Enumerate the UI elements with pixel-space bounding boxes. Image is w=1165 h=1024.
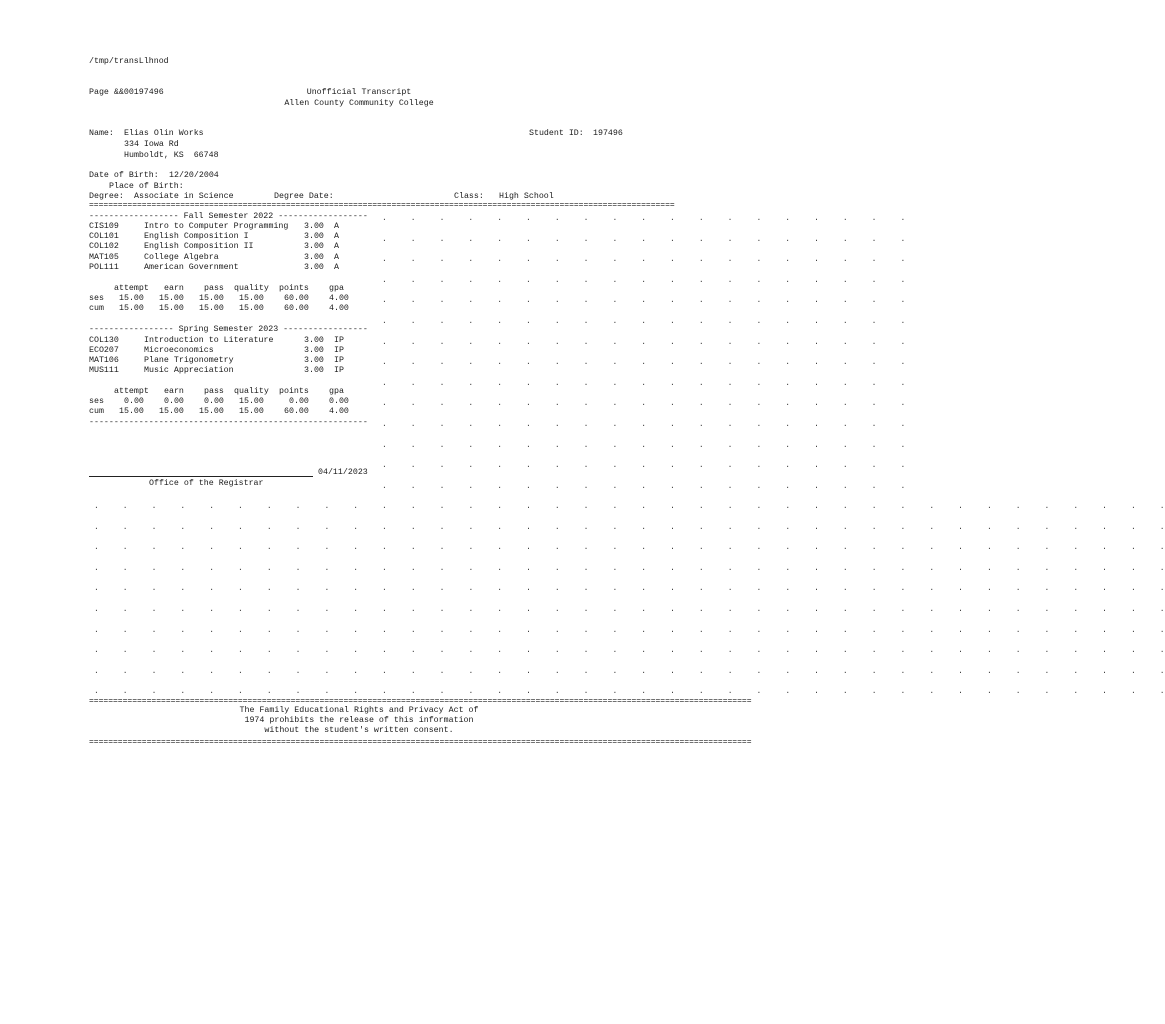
term-heading-fall: ------------------ Fall Semester 2022 ------------------	[89, 212, 368, 221]
student-id: 197496	[593, 129, 623, 138]
cum-attempt: 15.00	[119, 407, 144, 416]
dot-leader-row: . . . . . . . . . . . . . . . . . . . . . . . . . . . . . . . . . . . . . .	[94, 625, 1165, 635]
file-path: /tmp/transLlhnod	[89, 57, 169, 66]
course-code: MUS111	[89, 366, 119, 375]
ferpa-line-2: 1974 prohibits the release of this information	[244, 716, 474, 725]
cum-quality: 15.00	[239, 304, 264, 313]
signature-line	[89, 476, 313, 477]
stat-header-points: points	[279, 387, 309, 396]
dot-leader-row: . . . . . . . . . . . . . . . . . . .	[382, 255, 906, 265]
dot-leader-row: . . . . . . . . . . . . . . . . . . . . . . . . . . . . . . . . . . . . . .	[94, 502, 1165, 511]
course-code: CIS109	[89, 222, 119, 231]
course-grade: A	[334, 242, 339, 251]
cum-points: 60.00	[284, 304, 309, 313]
course-grade: A	[334, 222, 339, 231]
course-credits: 3.00	[304, 366, 324, 375]
course-title: Intro to Computer Programming	[144, 222, 289, 231]
course-code: COL101	[89, 232, 119, 241]
cum-pass: 15.00	[199, 407, 224, 416]
dot-leader-row: . . . . . . . . . . . . . . . . . . . . . . . . . . . . . . . . . . . . . .	[94, 605, 1165, 614]
ses-attempt: 15.00	[119, 294, 144, 303]
stat-header-gpa: gpa	[329, 284, 344, 293]
pob-label: Place of Birth:	[109, 182, 184, 191]
cum-gpa: 4.00	[329, 304, 349, 313]
course-title: English Composition I	[144, 232, 249, 241]
course-title: English Composition II	[144, 242, 254, 251]
ses-quality: 15.00	[239, 397, 264, 406]
ses-pass: 15.00	[199, 294, 224, 303]
stat-header-quality: quality	[234, 387, 269, 396]
ses-earn: 15.00	[159, 294, 184, 303]
course-code: ECO207	[89, 346, 119, 355]
class-value: High School	[499, 192, 554, 201]
stat-header-points: points	[279, 284, 309, 293]
cum-quality: 15.00	[239, 407, 264, 416]
dot-leader-row: . . . . . . . . . . . . . . . . . . . . . . . . . . . . . . . . . . . . . .	[94, 563, 1165, 573]
cum-pass: 15.00	[199, 304, 224, 313]
name-label: Name:	[89, 129, 114, 138]
dot-leader-row: . . . . . . . . . . . . . . . . . . .	[382, 358, 906, 368]
course-grade: IP	[334, 366, 344, 375]
course-title: College Algebra	[144, 253, 219, 262]
course-title: American Government	[144, 263, 239, 272]
dot-leader-row: . . . . . . . . . . . . . . . . . . .	[382, 399, 906, 409]
ses-pass: 0.00	[204, 397, 224, 406]
course-code: POL111	[89, 263, 119, 272]
ses-quality: 15.00	[239, 294, 264, 303]
course-credits: 3.00	[304, 336, 324, 345]
term-heading-spring: ----------------- Spring Semester 2023 -----------------	[89, 325, 368, 334]
ses-attempt: 0.00	[124, 397, 144, 406]
dot-leader-row: . . . . . . . . . . . . . . . . . . . . . . . . . . . . . . . . . . . . . .	[94, 584, 1165, 594]
course-code: MAT106	[89, 356, 119, 365]
stat-header-attempt: attempt	[114, 284, 149, 293]
ses-points: 60.00	[284, 294, 309, 303]
ferpa-line-1: The Family Educational Rights and Privacy Act of	[239, 706, 479, 715]
student-id-label: Student ID:	[529, 129, 584, 138]
dot-leader-row: . . . . . . . . . . . . . . . . . . .	[382, 214, 906, 223]
course-credits: 3.00	[304, 263, 324, 272]
course-grade: IP	[334, 336, 344, 345]
course-code: COL130	[89, 336, 119, 345]
college-name: Allen County Community College	[284, 99, 434, 108]
ses-points: 0.00	[289, 397, 309, 406]
double-rule-top: ==========================================================================================================================	[89, 201, 675, 210]
cum-earn: 15.00	[159, 407, 184, 416]
course-credits: 3.00	[304, 356, 324, 365]
dot-leader-row: . . . . . . . . . . . . . . . . . . .	[382, 337, 906, 347]
dot-leader-row: . . . . . . . . . . . . . . . . . . .	[382, 461, 906, 471]
double-rule-footer-top: ==========================================================================================================================================	[89, 697, 752, 706]
ses-gpa: 0.00	[329, 397, 349, 406]
dash-rule: --------------------------------------------------------	[89, 418, 368, 427]
course-credits: 3.00	[304, 242, 324, 251]
dot-leader-row: . . . . . . . . . . . . . . . . . . . . . . . . . . . . . . . . . . . . . .	[94, 687, 1165, 697]
address-line-1: 334 Iowa Rd	[124, 140, 179, 149]
course-title: Microeconomics	[144, 346, 214, 355]
student-name: Elias Olin Works	[124, 129, 204, 138]
cum-label: cum	[89, 407, 104, 416]
stat-header-pass: pass	[204, 387, 224, 396]
dot-leader-row: . . . . . . . . . . . . . . . . . . .	[382, 317, 906, 326]
registrar-office: Office of the Registrar	[149, 479, 264, 488]
course-code: COL102	[89, 242, 119, 251]
course-grade: A	[334, 253, 339, 262]
course-grade: A	[334, 263, 339, 272]
class-label: Class:	[454, 192, 484, 201]
dot-leader-row: . . . . . . . . . . . . . . . . . . .	[382, 420, 906, 429]
ses-earn: 0.00	[164, 397, 184, 406]
dot-leader-row: . . . . . . . . . . . . . . . . . . .	[382, 378, 906, 388]
document-title: Unofficial Transcript	[306, 88, 412, 97]
course-credits: 3.00	[304, 232, 324, 241]
course-credits: 3.00	[304, 222, 324, 231]
course-credits: 3.00	[304, 346, 324, 355]
ferpa-line-3: without the student's written consent.	[264, 726, 454, 735]
dot-leader-row: . . . . . . . . . . . . . . . . . . . . . . . . . . . . . . . . . . . . . .	[94, 522, 1165, 532]
degree-date-label: Degree Date:	[274, 192, 334, 201]
cum-label: cum	[89, 304, 104, 313]
cum-earn: 15.00	[159, 304, 184, 313]
stat-header-gpa: gpa	[329, 387, 344, 396]
dot-leader-row: . . . . . . . . . . . . . . . . . . .	[382, 481, 906, 491]
course-title: Plane Trigonometry	[144, 356, 234, 365]
ses-label: ses	[89, 294, 104, 303]
signature-date: 04/11/2023	[318, 468, 368, 477]
course-code: MAT105	[89, 253, 119, 262]
dot-leader-row: . . . . . . . . . . . . . . . . . . .	[382, 440, 906, 450]
stat-header-pass: pass	[204, 284, 224, 293]
degree-value: Associate in Science	[134, 192, 234, 201]
dob-value: 12/20/2004	[169, 171, 219, 180]
dot-leader-row: . . . . . . . . . . . . . . . . . . . . . . . . . . . . . . . . . . . . . .	[94, 543, 1165, 553]
address-line-2: Humboldt, KS 66748	[124, 151, 219, 160]
course-title: Introduction to Literature	[144, 336, 274, 345]
dot-leader-row: . . . . . . . . . . . . . . . . . . .	[382, 234, 906, 244]
ses-gpa: 4.00	[329, 294, 349, 303]
stat-header-quality: quality	[234, 284, 269, 293]
course-credits: 3.00	[304, 253, 324, 262]
stat-header-attempt: attempt	[114, 387, 149, 396]
dot-leader-row: . . . . . . . . . . . . . . . . . . .	[382, 296, 906, 306]
ses-label: ses	[89, 397, 104, 406]
stat-header-earn: earn	[164, 387, 184, 396]
course-grade: IP	[334, 356, 344, 365]
cum-attempt: 15.00	[119, 304, 144, 313]
dot-leader-row: . . . . . . . . . . . . . . . . . . . . . . . . . . . . . . . . . . . . . .	[94, 666, 1165, 676]
dot-leader-row: . . . . . . . . . . . . . . . . . . . . . . . . . . . . . . . . . . . . . .	[94, 646, 1165, 656]
dot-leader-row: . . . . . . . . . . . . . . . . . . .	[382, 275, 906, 285]
course-title: Music Appreciation	[144, 366, 234, 375]
course-grade: IP	[334, 346, 344, 355]
cum-gpa: 4.00	[329, 407, 349, 416]
page-number: Page &&00197496	[89, 88, 164, 97]
course-grade: A	[334, 232, 339, 241]
stat-header-earn: earn	[164, 284, 184, 293]
dob-label: Date of Birth:	[89, 171, 159, 180]
degree-label: Degree:	[89, 192, 124, 201]
double-rule-footer-bottom: ==========================================================================================================================================	[89, 738, 752, 747]
cum-points: 60.00	[284, 407, 309, 416]
